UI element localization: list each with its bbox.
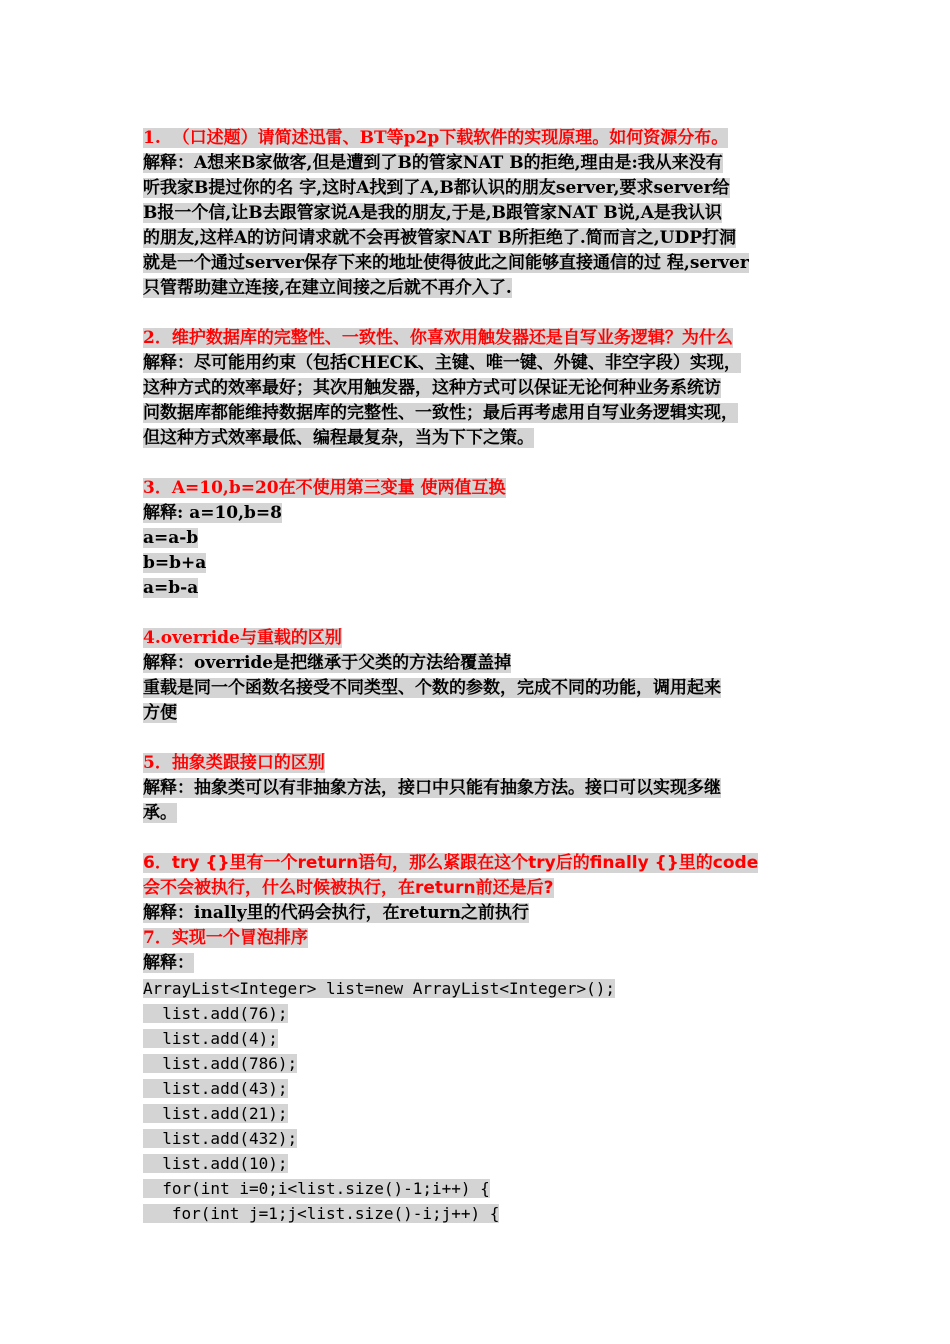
answer-2-line: 解释：尽可能用约束（包括CHECK、主键、唯一键、外键、非空字段）实现， xyxy=(143,353,741,373)
answer-4-line: 方便 xyxy=(143,703,177,723)
question-2: 2．维护数据库的完整性、一致性、你喜欢用触发器还是自写业务逻辑？为什么 xyxy=(143,328,733,348)
answer-2-line: 问数据库都能维持数据库的完整性、一致性；最后再考虑用自写业务逻辑实现， xyxy=(143,403,738,423)
spacer xyxy=(143,451,823,476)
answer-5-line: 承。 xyxy=(143,803,177,823)
question-4: 4.override与重载的区别 xyxy=(143,628,342,648)
spacer xyxy=(143,826,823,851)
document-page xyxy=(143,126,823,1226)
answer-3-line: a=b-a xyxy=(143,578,199,598)
question-1: 1. （口述题）请简述迅雷、BT等p2p下载软件的实现原理。如何资源分布。 xyxy=(143,128,729,148)
answer-3-line: a=a-b xyxy=(143,528,199,548)
answer-1-line: 听我家B提过你的名 字,这时A找到了A,B都认识的朋友server,要求server给 xyxy=(143,178,730,198)
answer-7-label: 解释： xyxy=(143,953,194,973)
spacer xyxy=(143,301,823,326)
answer-1-line: 解释：A想来B家做客,但是遭到了B的管家NAT B的拒绝,理由是:我从来没有 xyxy=(143,153,723,173)
code-line: list.add(432); xyxy=(143,1129,298,1148)
code-line: ArrayList<Integer> list=new ArrayList<Integer>(); xyxy=(143,979,616,998)
code-line: for(int j=1;j<list.size()-i;j++) { xyxy=(143,1204,500,1223)
question-7: 7．实现一个冒泡排序 xyxy=(143,928,308,948)
code-line: list.add(786); xyxy=(143,1054,298,1073)
code-line: list.add(4); xyxy=(143,1029,278,1048)
answer-4-line: 解释：override是把继承于父类的方法给覆盖掉 xyxy=(143,653,512,673)
answer-3-line: 解释: a=10,b=8 xyxy=(143,503,282,523)
question-6: 会不会被执行，什么时候被执行，在return前还是后? xyxy=(143,878,554,898)
answer-3-line: b=b+a xyxy=(143,553,207,573)
code-line: list.add(10); xyxy=(143,1154,288,1173)
spacer xyxy=(143,601,823,626)
question-5: 5．抽象类跟接口的区别 xyxy=(143,753,325,773)
question-6: 6．try {}里有一个return语句，那么紧跟在这个try后的finally {}里的code xyxy=(143,853,759,873)
spacer xyxy=(143,726,823,751)
answer-6-line: 解释：inally里的代码会执行，在return之前执行 xyxy=(143,903,529,923)
answer-1-line: 的朋友,这样A的访问请求就不会再被管家NAT B所拒绝了.简而言之,UDP打洞 xyxy=(143,228,737,248)
code-line: list.add(43); xyxy=(143,1079,288,1098)
answer-4-line: 重载是同一个函数名接受不同类型、个数的参数，完成不同的功能，调用起来 xyxy=(143,678,721,698)
code-line: list.add(21); xyxy=(143,1104,288,1123)
question-3: 3．A=10,b=20在不使用第三变量 使两值互换 xyxy=(143,478,506,498)
answer-2-line: 这种方式的效率最好；其次用触发器，这种方式可以保证无论何种业务系统访 xyxy=(143,378,721,398)
answer-2-line: 但这种方式效率最低、编程最复杂，当为下下之策。 xyxy=(143,428,534,448)
answer-5-line: 解释：抽象类可以有非抽象方法，接口中只能有抽象方法。接口可以实现多继 xyxy=(143,778,721,798)
code-line: for(int i=0;i<list.size()-1;i++) { xyxy=(143,1179,490,1198)
code-line: list.add(76); xyxy=(143,1004,288,1023)
answer-1-line: 就是一个通过server保存下来的地址使得彼此之间能够直接通信的过 程,server xyxy=(143,253,749,273)
answer-1-line: B报一个信,让B去跟管家说A是我的朋友,于是,B跟管家NAT B说,A是我认识 xyxy=(143,203,722,223)
answer-1-line: 只管帮助建立连接,在建立间接之后就不再介入了. xyxy=(143,278,512,298)
